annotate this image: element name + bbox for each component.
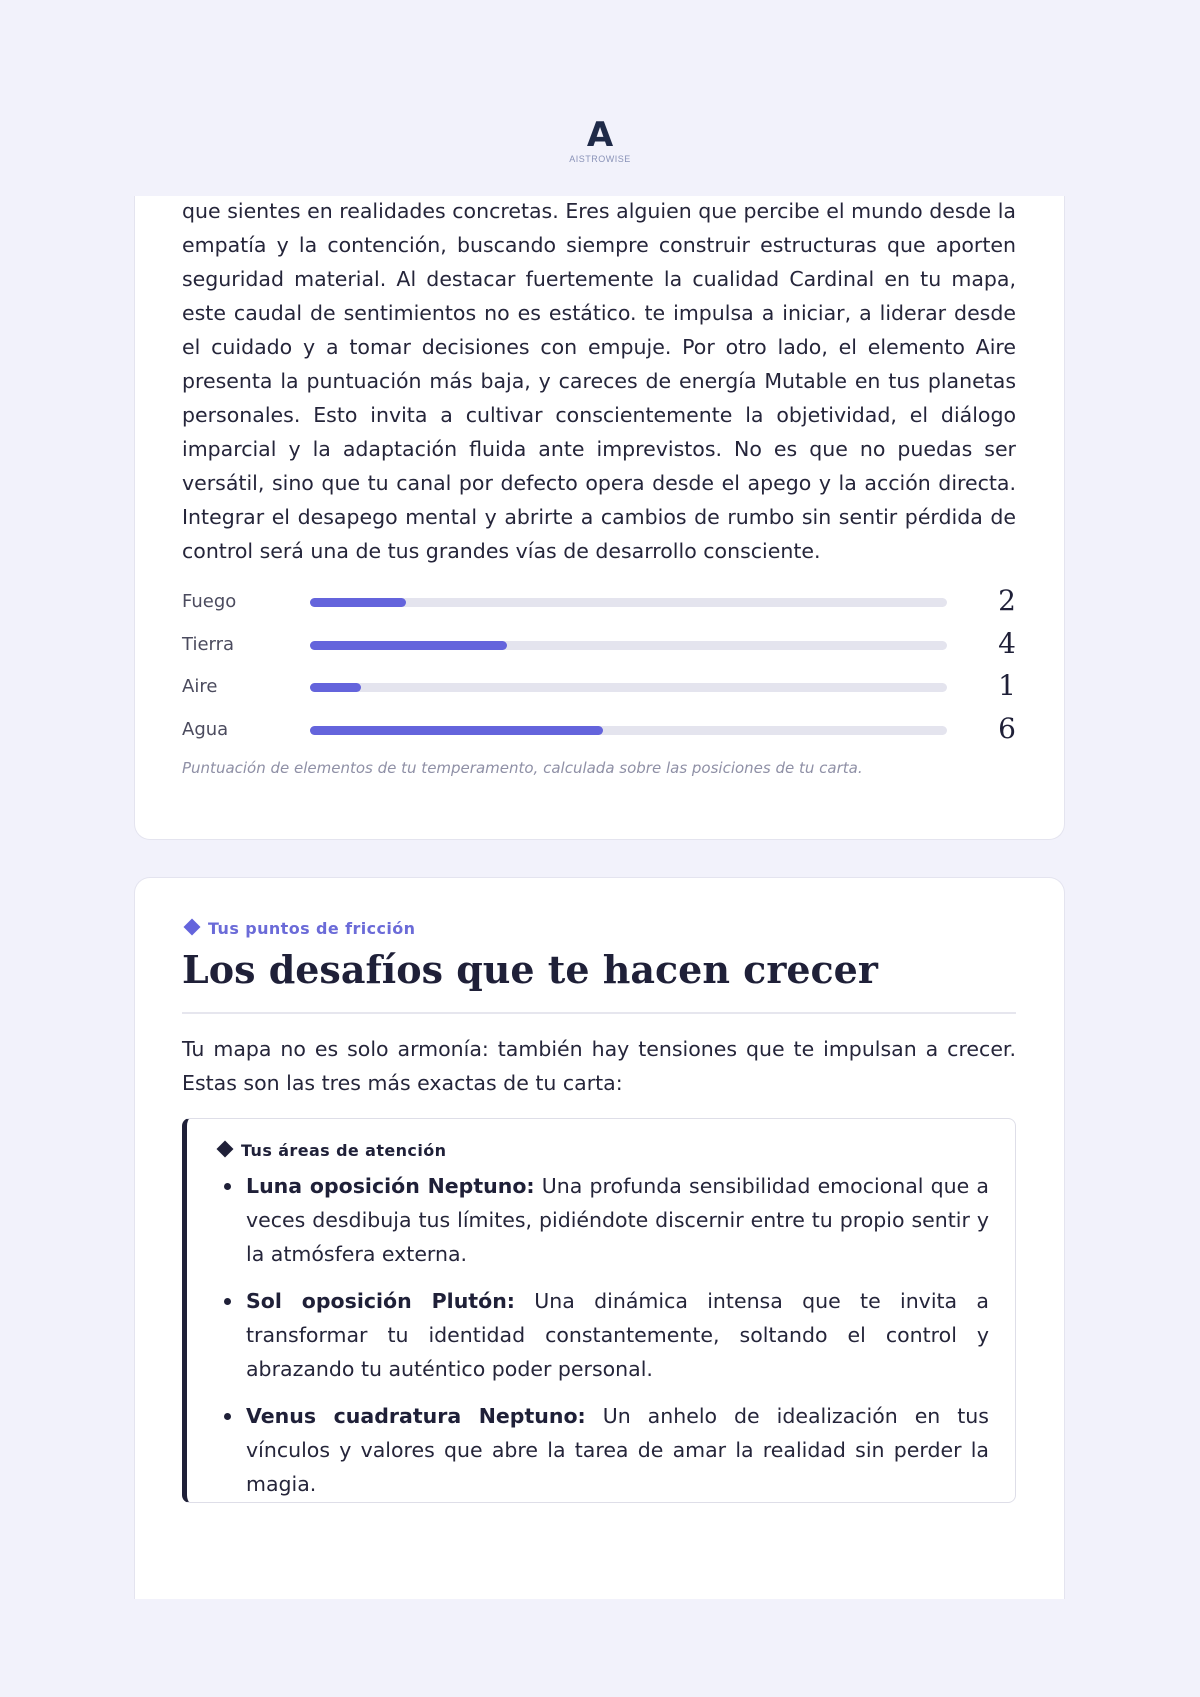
element-bar-track bbox=[310, 726, 947, 735]
bullet-icon bbox=[224, 1298, 231, 1305]
brand-logo[interactable] bbox=[0, 115, 1200, 165]
diamond-icon bbox=[184, 919, 201, 936]
element-row-agua bbox=[182, 711, 1016, 754]
attention-list bbox=[246, 1169, 989, 1514]
element-bar-track bbox=[310, 598, 947, 607]
bullet-icon bbox=[224, 1413, 231, 1420]
attention-callout bbox=[182, 1118, 1016, 1503]
list-item bbox=[246, 1169, 989, 1271]
element-bar-fill bbox=[310, 683, 361, 692]
temperament-paragraph: que sientes en realidades concretas. Eres alguien que percibe el mundo desde la empatía y la contención, buscando siempre construir estructuras que aporten seguridad material. Al destacar fuertemente la cualidad Cardinal en tu mapa, este caudal de sentimientos no es estático. te impulsa a iniciar, a liderar desde el cuidado y a tomar decisiones con empuje. Por otro lado, el elemento Aire presenta la puntuación más baja, y careces de energía Mutable en tus planetas personales. Esto invita a cultivar conscientemente la objetividad, el diálogo imparcial y la adaptación fluida ante imprevistos. No es que no puedas ser versátil, sino que tu canal por defecto opera desde el apego y la acción directa. Integrar el desapego mental y abrirte a cambios de rumbo sin sentir pérdida de control será una de tus grandes vías de desarrollo consciente. bbox=[182, 199, 1016, 563]
element-bar-fill bbox=[310, 641, 507, 650]
section-divider bbox=[182, 1012, 1016, 1014]
element-bar-fill bbox=[310, 726, 603, 735]
element-value: 2 bbox=[998, 584, 1016, 617]
bullet-icon bbox=[224, 1183, 231, 1190]
element-label: Agua bbox=[182, 718, 229, 740]
list-item bbox=[246, 1284, 989, 1386]
logo-text: AISTROWISE bbox=[569, 154, 631, 164]
element-bar-track bbox=[310, 683, 947, 692]
element-value: 1 bbox=[998, 669, 1016, 702]
aspect-text: Una profunda sensibilidad emocional que a veces desdibuja tus límites, pidiéndote discernir entre tu propio sentir y la atmósfera externa. bbox=[246, 1174, 989, 1266]
logo-mark: A bbox=[586, 115, 614, 155]
list-item bbox=[246, 1399, 989, 1501]
section-eyebrow bbox=[184, 918, 415, 940]
element-label: Tierra bbox=[182, 633, 235, 655]
diamond-icon bbox=[217, 1141, 234, 1158]
callout-title-text: Tus áreas de atención bbox=[241, 1141, 447, 1160]
element-value: 4 bbox=[998, 626, 1016, 660]
element-row-tierra bbox=[182, 626, 1016, 669]
eyebrow-text: Tus puntos de fricción bbox=[208, 919, 416, 938]
elements-caption: Puntuación de elementos de tu temperamento, calculada sobre las posiciones de tu carta. bbox=[182, 759, 863, 777]
element-label: Fuego bbox=[182, 591, 237, 612]
aspect-term: Sol oposición Plutón: bbox=[246, 1289, 515, 1313]
aspect-text: Un anhelo de idealización en tus vínculos y valores que abre la tarea de amar la realidad sin perder la magia. bbox=[246, 1404, 989, 1496]
element-label: Aire bbox=[182, 676, 218, 697]
section-title: Los desafíos que te hacen crecer bbox=[182, 947, 878, 992]
callout-title bbox=[219, 1140, 446, 1162]
element-row-fuego bbox=[182, 583, 1016, 626]
section-intro: Tu mapa no es solo armonía: también hay tensiones que te impulsan a crecer. Estas son las tres más exactas de tu carta: bbox=[182, 1037, 1016, 1095]
aspect-term: Luna oposición Neptuno: bbox=[246, 1174, 535, 1198]
aspect-text: Una dinámica intensa que te invita a transformar tu identidad constantemente, soltando el control y abrazando tu auténtico poder personal. bbox=[246, 1289, 989, 1381]
element-value: 6 bbox=[998, 711, 1016, 745]
element-bar-fill bbox=[310, 598, 406, 607]
aspect-term: Venus cuadratura Neptuno: bbox=[246, 1404, 586, 1428]
element-row-aire bbox=[182, 668, 1016, 711]
element-bar-track bbox=[310, 641, 947, 650]
element-bars bbox=[182, 583, 1016, 753]
